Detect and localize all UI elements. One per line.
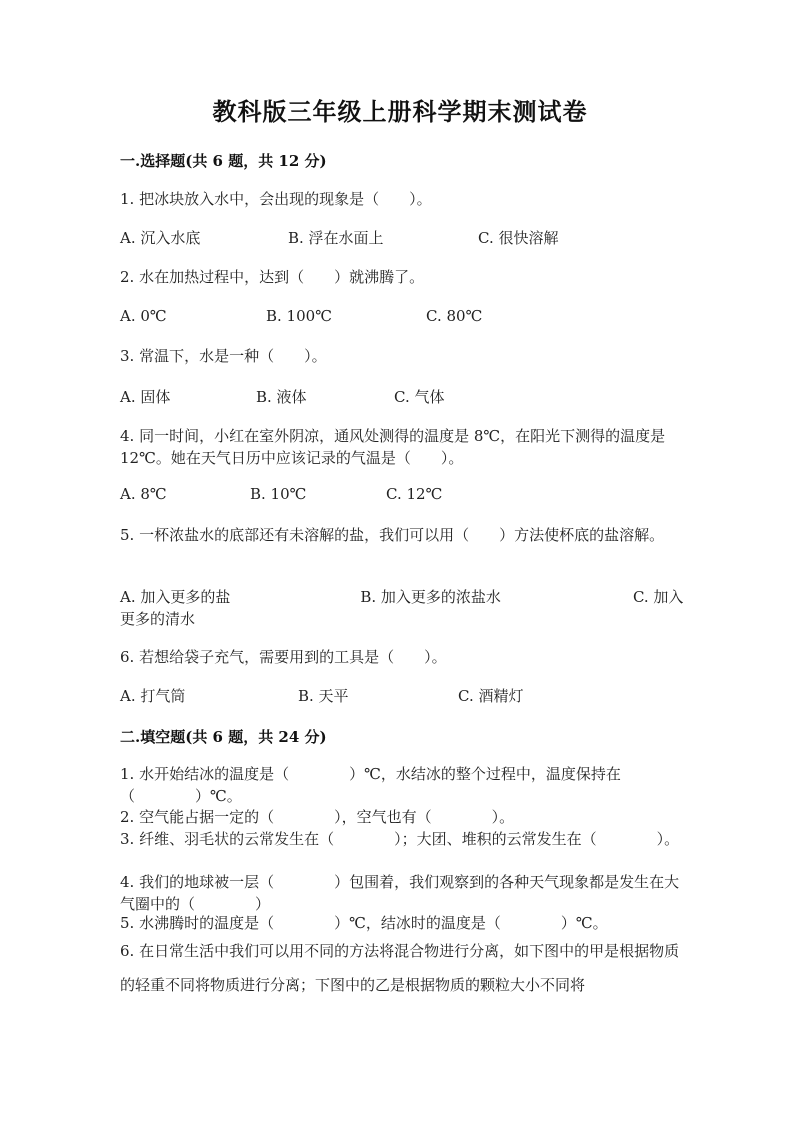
section-heading-choice: 一.选择题(共 6 题，共 12 分) [120, 152, 327, 170]
option-b: B. 100℃ [266, 307, 332, 325]
option-a: A. 0℃ [120, 307, 167, 325]
question-4-options [120, 485, 690, 507]
option-c: C. 12℃ [386, 485, 443, 503]
option-a: A. 打气筒 [120, 687, 186, 705]
option-b: B. 天平 [298, 687, 349, 705]
option-b: B. 加入更多的浓盐水 [360, 588, 501, 606]
question-6-options [120, 685, 690, 707]
option-b: B. 液体 [256, 388, 307, 406]
question-1-options [120, 227, 690, 249]
question-3: 3. 常温下，水是一种（ ）。 [120, 347, 327, 365]
fill-item-1: 1. 水开始结冰的温度是（ ）℃，水结冰的整个过程中，温度保持在（ ）℃。 [120, 765, 621, 805]
question-3-options [120, 386, 690, 408]
section-heading-fill: 二.填空题(共 6 题，共 24 分) [120, 728, 327, 746]
fill-item-4: 4. 我们的地球被一层（ ）包围着，我们观察到的各种天气现象都是发生在大气圈中的（ ） [120, 873, 680, 913]
option-c: C. 气体 [394, 388, 445, 406]
option-b: B. 10℃ [250, 485, 307, 503]
page-title: 教科版三年级上册科学期末测试卷 [212, 97, 588, 126]
question-1: 1. 把冰块放入水中，会出现的现象是（ ）。 [120, 190, 432, 208]
question-5-options [120, 586, 690, 630]
question-2-options [120, 307, 690, 329]
fill-item-6: 6. 在日常生活中我们可以用不同的方法将混合物进行分离，如下图中的甲是根据物质的轻重不同将物质进行分离；下图中的乙是根据物质的颗粒大小不同将 [120, 942, 680, 994]
question-2: 2. 水在加热过程中，达到（ ）就沸腾了。 [120, 268, 425, 286]
option-c: C. 加入更多的清水 [120, 588, 684, 628]
option-a: A. 8℃ [120, 485, 167, 503]
option-a: A. 加入更多的盐 [120, 588, 231, 606]
question-4: 4. 同一时间，小红在室外阴凉，通风处测得的温度是 8℃，在阳光下测得的温度是 12℃。她在天气日历中应该记录的气温是（ ）。 [120, 427, 666, 467]
option-c: C. 酒精灯 [458, 687, 524, 705]
option-c: C. 很快溶解 [478, 229, 559, 247]
option-a: A. 沉入水底 [120, 229, 201, 247]
option-b: B. 浮在水面上 [288, 229, 384, 247]
option-c: C. 80℃ [426, 307, 483, 325]
option-a: A. 固体 [120, 388, 171, 406]
question-5: 5. 一杯浓盐水的底部还有未溶解的盐，我们可以用（ ）方法使杯底的盐溶解。 [120, 526, 665, 544]
question-6: 6. 若想给袋子充气，需要用到的工具是（ ）。 [120, 648, 447, 666]
fill-item-5: 5. 水沸腾时的温度是（ ）℃，结冰时的温度是（ ）℃。 [120, 914, 608, 932]
fill-item-3: 3. 纤维、羽毛状的云常发生在（ ）；大团、堆积的云常发生在（ ）。 [120, 830, 680, 848]
fill-item-2: 2. 空气能占据一定的（ ），空气也有（ ）。 [120, 808, 515, 826]
